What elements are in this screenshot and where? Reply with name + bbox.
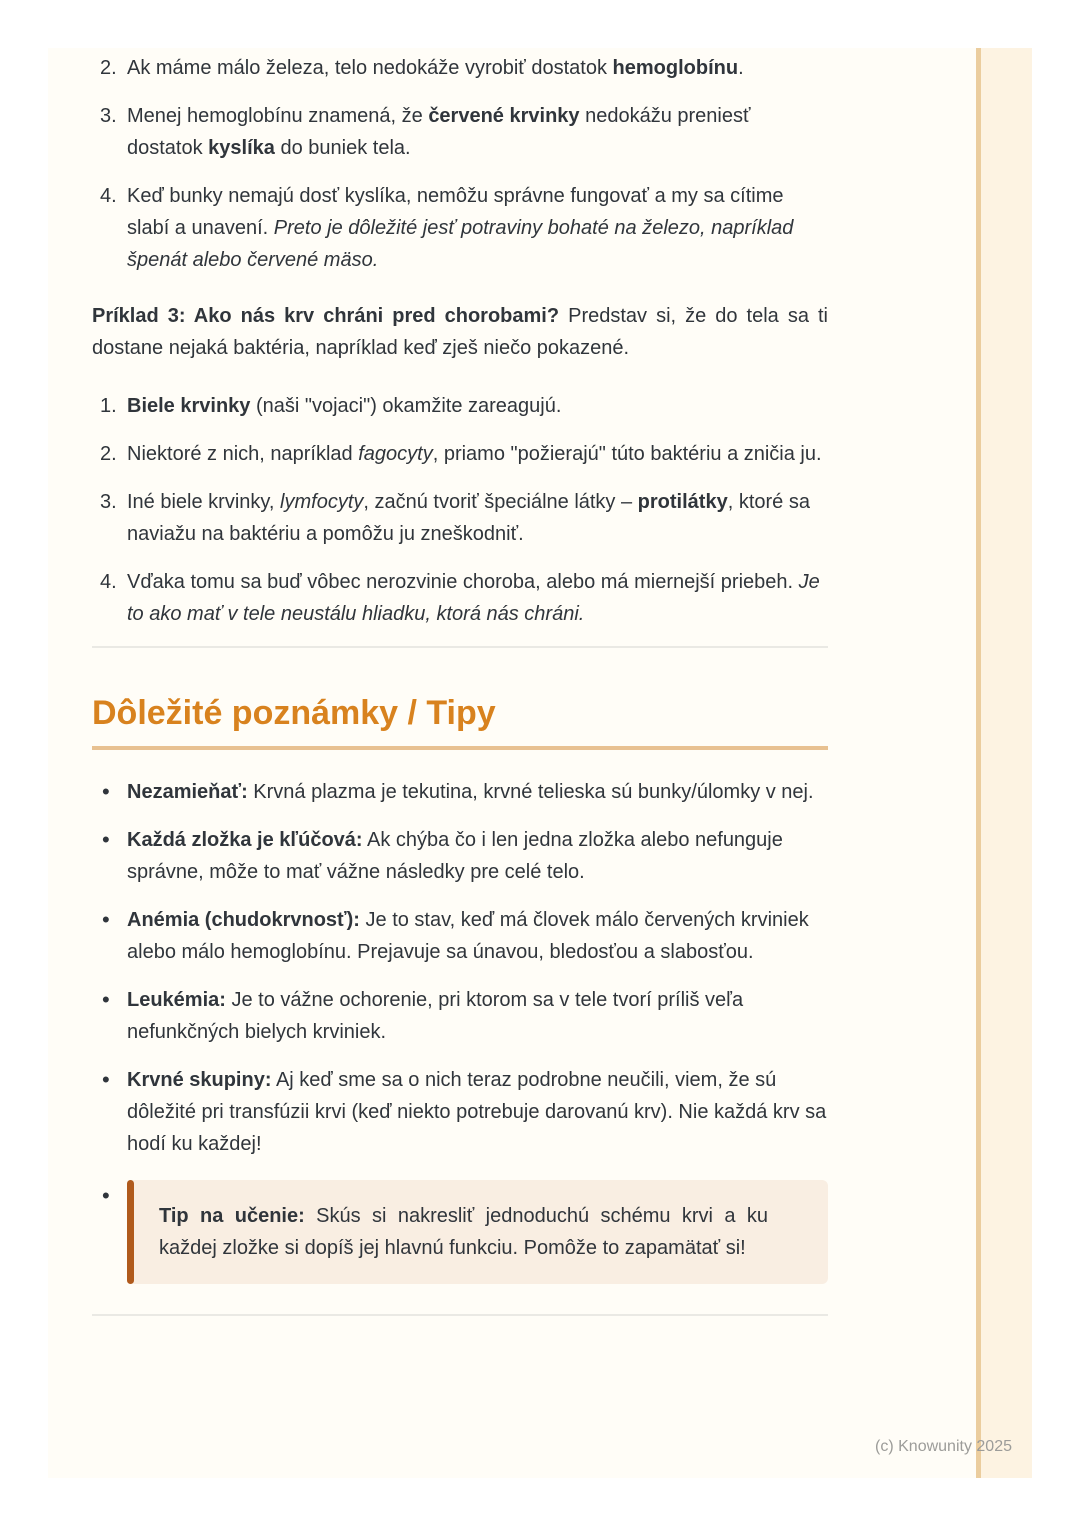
text-segment: , začnú tvoriť špeciálne látky – xyxy=(363,491,638,513)
bullet-icon: • xyxy=(102,1183,110,1208)
list-item xyxy=(92,438,828,470)
list-item xyxy=(92,100,828,164)
text-segment: Krvná plazma je tekutina, krvné telieska sú bunky/úlomky v nej. xyxy=(247,781,814,803)
list-item xyxy=(92,824,828,888)
immune-defense-list xyxy=(92,390,828,630)
list-number: 1. xyxy=(100,395,117,417)
list-item xyxy=(92,390,828,422)
list-item xyxy=(92,1064,828,1160)
text-segment: Keď bunky nemajú dosť kyslíka, nemôžu správne fungovať a my sa cítime slabí a unavení. xyxy=(127,185,784,239)
text-segment: Je to stav, keď má človek málo červených krviniek alebo málo hemoglobínu. Prejavuje sa únavou, bledosťou a slabosťou. xyxy=(127,909,809,963)
text-segment: Preto je dôležité jesť potraviny bohaté na železo, napríklad špenát alebo červené mäso. xyxy=(127,217,794,271)
list-number: 2. xyxy=(100,443,117,465)
text-segment: Predstav si, že do tela sa ti dostane nejaká baktéria, napríklad keď zješ niečo pokazené. xyxy=(92,305,828,359)
list-item xyxy=(92,984,828,1048)
text-segment: červené krvinky xyxy=(428,105,580,127)
text-segment: , priamo "požierajú" túto baktériu a zničia ju. xyxy=(432,443,822,465)
text-segment: . xyxy=(738,57,744,79)
text-segment: Menej hemoglobínu znamená, že xyxy=(127,105,429,127)
text-segment: Krvné skupiny: xyxy=(127,1069,272,1091)
list-item xyxy=(92,776,828,808)
list-item-text xyxy=(127,52,828,84)
tip-text xyxy=(159,1200,768,1264)
list-number: 4. xyxy=(100,185,117,207)
bottom-divider xyxy=(92,1314,828,1316)
list-item-text xyxy=(127,486,828,550)
list-number: 3. xyxy=(100,491,117,513)
notes-heading: Dôležité poznámky / Tipy xyxy=(92,694,496,732)
text-segment: (naši "vojaci") okamžite zareagujú. xyxy=(250,395,562,417)
list-item-text xyxy=(127,1064,828,1160)
list-item-text xyxy=(127,438,828,470)
iron-deficiency-list xyxy=(92,52,828,276)
tip-accent-bar xyxy=(127,1180,134,1284)
text-segment: Nezamieňať: xyxy=(127,781,248,803)
text-segment: Ak máme málo železa, telo nedokáže vyrobiť dostatok xyxy=(127,57,613,79)
list-item-text xyxy=(127,776,828,808)
tip-callout xyxy=(127,1180,828,1284)
bullet-icon: • xyxy=(102,827,110,852)
text-segment: do buniek tela. xyxy=(274,137,411,159)
text-segment: Skús si nakresliť jednoduchú schému krvi a ku každej zložke si dopíš jej hlavnú funkciu. Pomôže to zapamätať si! xyxy=(159,1205,768,1259)
bullet-icon: • xyxy=(102,987,110,1012)
text-segment: Je to vážne ochorenie, pri ktorom sa v tele tvorí príliš veľa nefunkčných bielych krviniek. xyxy=(127,989,744,1043)
text-segment: Je to ako mať v tele neustálu hliadku, ktorá nás chráni. xyxy=(127,571,820,625)
list-item-text xyxy=(127,390,828,422)
text-segment: lymfocyty xyxy=(280,491,364,513)
text-segment: Každá zložka je kľúčová: xyxy=(127,829,363,851)
text-segment: fagocyty xyxy=(358,443,433,465)
list-item xyxy=(92,486,828,550)
list-item-text xyxy=(127,824,828,888)
list-item xyxy=(92,566,828,630)
section-divider xyxy=(92,646,828,648)
document-page xyxy=(48,48,1032,1478)
text-segment: nedokážu preniesť dostatok xyxy=(127,105,751,159)
text-segment: hemoglobínu xyxy=(612,57,739,79)
text-segment: Príklad 3: Ako nás krv chráni pred chorobami? xyxy=(92,305,560,327)
list-item-text xyxy=(127,904,828,968)
tip-row xyxy=(92,1180,828,1284)
list-item-text xyxy=(127,566,828,630)
text-segment: Ak chýba čo i len jedna zložka alebo nefunguje správne, môže to mať vážne následky pre celé telo. xyxy=(127,829,783,883)
bullet-icon: • xyxy=(102,1067,110,1092)
heading-underline xyxy=(92,746,828,750)
text-segment: Leukémia: xyxy=(127,989,226,1011)
text-segment: Niektoré z nich, napríklad xyxy=(127,443,359,465)
list-number: 3. xyxy=(100,105,117,127)
list-item-text xyxy=(127,180,828,276)
watermark: (c) Knowunity 2025 xyxy=(875,1438,1012,1455)
list-number: 4. xyxy=(100,571,117,593)
bullet-icon: • xyxy=(102,779,110,804)
text-segment: , ktoré sa naviažu na baktériu a pomôžu ju zneškodniť. xyxy=(127,491,810,545)
list-item xyxy=(92,180,828,276)
page-content xyxy=(92,48,828,1316)
text-segment: kyslíka xyxy=(208,137,275,159)
bullet-icon: • xyxy=(102,907,110,932)
text-segment: Aj keď sme sa o nich teraz podrobne neučili, viem, že sú dôležité pri transfúzii krvi (keď niekto potrebuje darovanú krv). Nie každá krv sa hodí ku každej! xyxy=(127,1069,827,1155)
list-item-text xyxy=(127,984,828,1048)
example-3-paragraph xyxy=(92,300,828,364)
page-edge-stripe xyxy=(976,48,1032,1478)
text-segment: protilátky xyxy=(637,491,728,513)
text-segment: Vďaka tomu sa buď vôbec nerozvinie choroba, alebo má miernejší priebeh. xyxy=(127,571,799,593)
list-number: 2. xyxy=(100,57,117,79)
text-segment: Anémia (chudokrvnosť): xyxy=(127,909,360,931)
text-segment: Iné biele krvinky, xyxy=(127,491,281,513)
list-item-text xyxy=(127,100,828,164)
notes-bullet-list xyxy=(92,776,828,1160)
list-item xyxy=(92,904,828,968)
text-segment: Tip na učenie: xyxy=(159,1205,305,1227)
text-segment: Biele krvinky xyxy=(127,395,251,417)
list-item xyxy=(92,52,828,84)
